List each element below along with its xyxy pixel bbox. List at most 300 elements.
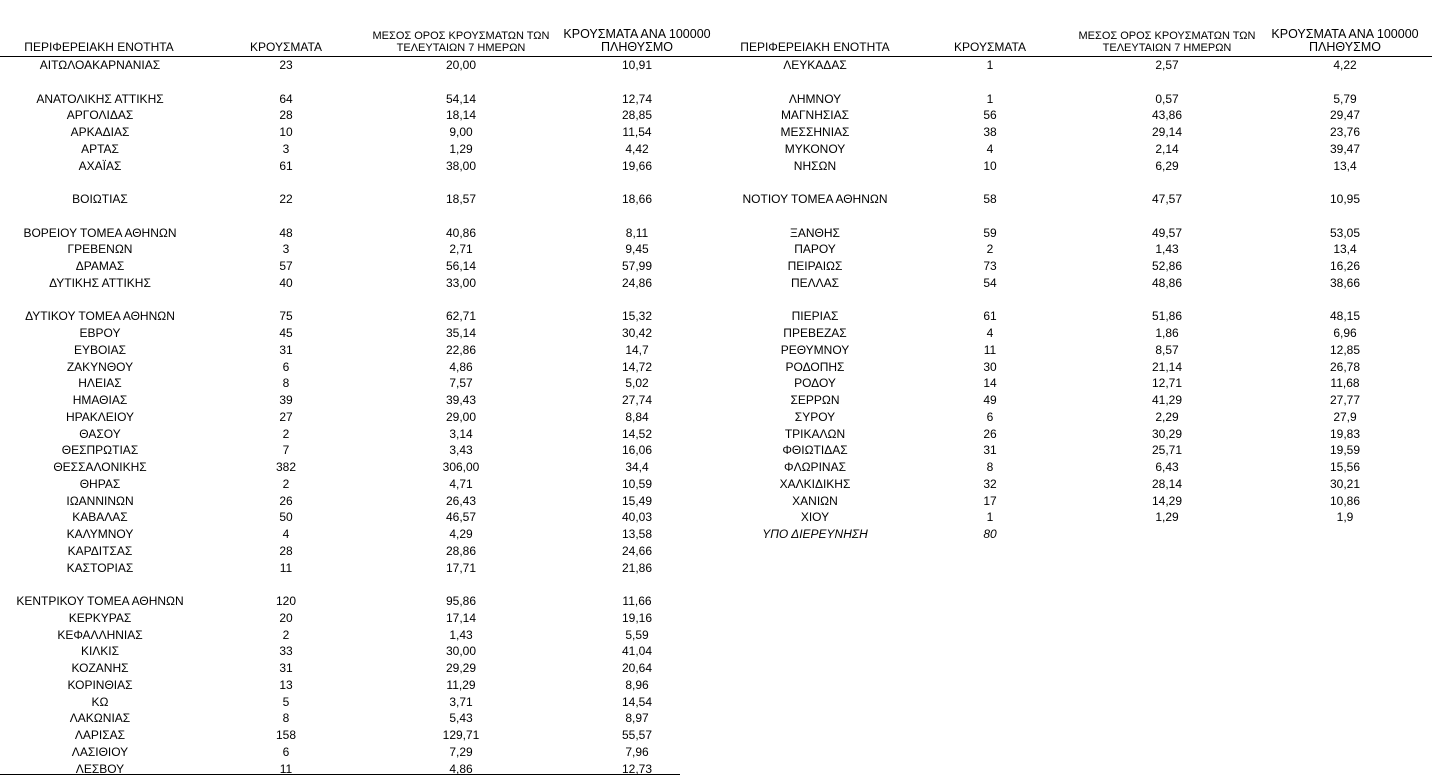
avg7-cell: 129,71 <box>442 728 480 742</box>
table-row <box>0 124 730 141</box>
per100k-cell: 13,4 <box>1333 242 1357 257</box>
per100k-cell: 19,16 <box>621 610 653 625</box>
table-row <box>0 694 730 711</box>
header-per100k-line1: ΚΡΟΥΣΜΑΤΑ ΑΝΑ 100000 <box>1271 27 1419 41</box>
cases-cell: 28 <box>279 543 293 558</box>
per100k-cell: 20,64 <box>621 661 653 675</box>
table-row <box>730 442 1432 459</box>
region-name-cell: ΛΑΡΙΣΑΣ <box>74 728 126 742</box>
region-name-cell: ΠΡΕΒΕΖΑΣ <box>783 326 847 340</box>
region-name-cell: ΛΗΜΝΟΥ <box>788 91 842 106</box>
avg7-cell: 7,29 <box>449 744 473 759</box>
per100k-cell: 10,91 <box>621 58 653 72</box>
table-row <box>730 225 1432 242</box>
header-avg7 <box>366 30 556 54</box>
cases-cell: 64 <box>279 91 293 106</box>
per100k-cell: 18,66 <box>621 192 653 206</box>
header-avg7-line2: ΤΕΛΕΥΤΑΙΩΝ 7 ΗΜΕΡΩΝ <box>1102 42 1232 54</box>
cases-cell: 10 <box>983 158 997 173</box>
per100k-cell: 16,26 <box>1329 259 1361 273</box>
header-cases: ΚΡΟΥΣΜΑΤΑ <box>250 40 322 54</box>
table-row <box>0 610 730 627</box>
table-row <box>0 74 730 91</box>
avg7-cell: 4,71 <box>449 476 473 491</box>
cases-cell: 58 <box>983 192 997 206</box>
avg7-cell: 29,29 <box>445 661 477 675</box>
table-row <box>0 292 730 309</box>
cases-cell: 3 <box>282 141 290 156</box>
cases-cell: 31 <box>279 342 293 357</box>
table-row <box>730 459 1432 476</box>
table-row <box>730 426 1432 443</box>
header-region: ΠΕΡΙΦΕΡΕΙΑΚΗ ΕΝΟΤΗΤΑ <box>740 40 890 54</box>
table-row <box>730 375 1432 392</box>
header-cases: ΚΡΟΥΣΜΑΤΑ <box>954 40 1026 54</box>
region-name-cell: ΧΑΝΙΩΝ <box>792 493 838 508</box>
region-name-cell: ΥΠΟ ΔΙΕΡΕΥΝΗΣΗ <box>762 527 868 541</box>
table-row <box>0 208 730 225</box>
table-row <box>0 710 730 727</box>
region-name-cell: ΡΟΔΟΠΗΣ <box>785 359 845 374</box>
per100k-cell: 8,96 <box>625 677 649 692</box>
table-row <box>730 493 1432 510</box>
cases-cell: 8 <box>282 711 290 726</box>
cases-cell: 2 <box>986 242 994 257</box>
region-name-cell: ΚΑΒΑΛΑΣ <box>72 510 128 525</box>
avg7-cell: 18,14 <box>445 108 477 123</box>
avg7-cell: 54,14 <box>445 91 477 106</box>
per100k-cell: 34,4 <box>625 460 649 474</box>
region-name-cell: ΜΑΓΝΗΣΙΑΣ <box>780 108 850 123</box>
cases-cell: 22 <box>279 192 293 206</box>
per100k-cell: 38,66 <box>1329 275 1361 290</box>
avg7-cell: 14,29 <box>1151 493 1183 508</box>
table-row <box>730 91 1432 108</box>
per100k-cell: 14,7 <box>625 342 649 357</box>
region-name-cell: ΘΗΡΑΣ <box>79 476 121 491</box>
table-row <box>0 158 730 175</box>
avg7-cell: 1,86 <box>1155 326 1179 340</box>
avg7-cell: 3,43 <box>449 443 473 458</box>
table-row <box>730 174 1432 191</box>
per100k-cell: 27,74 <box>621 393 653 407</box>
region-name-cell: ΚΟΡΙΝΘΙΑΣ <box>67 677 133 692</box>
table-row <box>0 275 730 292</box>
region-name-cell: ΗΛΕΙΑΣ <box>78 376 122 391</box>
cases-cell: 6 <box>986 409 994 424</box>
avg7-cell: 38,00 <box>445 158 477 173</box>
cases-cell: 38 <box>983 125 997 139</box>
per100k-cell: 19,59 <box>1329 443 1361 458</box>
cases-cell: 382 <box>275 460 297 474</box>
table-row <box>0 660 730 677</box>
cases-cell: 61 <box>983 309 997 324</box>
cases-cell: 120 <box>275 594 297 608</box>
avg7-cell: 17,14 <box>445 610 477 625</box>
region-name-cell: ΚΕΦΑΛΛΗΝΙΑΣ <box>57 627 143 642</box>
per100k-cell: 41,04 <box>621 644 653 659</box>
avg7-cell: 43,86 <box>1151 108 1183 123</box>
avg7-cell: 12,71 <box>1151 376 1183 391</box>
avg7-cell: 3,14 <box>449 426 473 441</box>
cases-cell: 80 <box>983 527 997 541</box>
avg7-cell: 3,71 <box>449 694 473 709</box>
region-name-cell: ΚΑΡΔΙΤΣΑΣ <box>67 543 133 558</box>
avg7-cell: 30,00 <box>445 644 477 659</box>
region-name-cell: ΘΕΣΣΑΛΟΝΙΚΗΣ <box>53 460 147 474</box>
avg7-cell: 52,86 <box>1151 259 1183 273</box>
header-region: ΠΕΡΙΦΕΡΕΙΑΚΗ ΕΝΟΤΗΤΑ <box>24 40 174 54</box>
avg7-cell: 306,00 <box>442 460 480 474</box>
per100k-cell: 4,42 <box>625 141 649 156</box>
header-per100k-line2: ΠΛΗΘΥΣΜΟ <box>601 40 673 54</box>
header-per100k <box>1260 28 1430 54</box>
region-name-cell: ΚΑΛΥΜΝΟΥ <box>66 527 134 541</box>
table-row <box>0 593 730 610</box>
cases-cell: 4 <box>986 326 994 340</box>
region-name-cell: ΦΛΩΡΙΝΑΣ <box>784 460 846 474</box>
table-row <box>0 509 730 526</box>
region-name-cell: ΦΘΙΩΤΙΔΑΣ <box>782 443 848 458</box>
avg7-cell: 33,00 <box>445 275 477 290</box>
avg7-cell: 18,57 <box>445 192 477 206</box>
table-row <box>0 576 730 593</box>
cases-cell: 40 <box>279 275 293 290</box>
left-table-header <box>0 0 730 57</box>
table-row <box>730 57 1432 74</box>
table-row <box>0 57 730 74</box>
table-row <box>730 308 1432 325</box>
table-row <box>0 459 730 476</box>
per100k-cell: 15,32 <box>621 309 653 324</box>
per100k-cell: 8,97 <box>625 711 649 726</box>
region-name-cell: ΣΕΡΡΩΝ <box>790 393 840 407</box>
cases-cell: 45 <box>279 326 293 340</box>
per100k-cell: 14,72 <box>621 359 653 374</box>
table-row <box>730 325 1432 342</box>
avg7-cell: 30,29 <box>1151 426 1183 441</box>
region-name-cell: ΝΗΣΩΝ <box>793 158 837 173</box>
per100k-cell: 9,45 <box>625 242 649 257</box>
region-name-cell: ΑΝΑΤΟΛΙΚΗΣ ΑΤΤΙΚΗΣ <box>36 91 164 106</box>
cases-cell: 2 <box>282 476 290 491</box>
region-name-cell: ΛΕΥΚΑΔΑΣ <box>783 58 847 72</box>
table-row <box>730 476 1432 493</box>
region-name-cell: ΛΕΣΒΟΥ <box>75 761 125 776</box>
table-row <box>0 442 730 459</box>
region-name-cell: ΘΕΣΠΡΩΤΙΑΣ <box>61 443 139 458</box>
cases-cell: 11 <box>279 761 293 776</box>
region-name-cell: ΛΑΚΩΝΙΑΣ <box>69 711 131 726</box>
table-row <box>0 174 730 191</box>
per100k-cell: 29,47 <box>1329 108 1361 123</box>
cases-cell: 61 <box>279 158 293 173</box>
region-name-cell: ΠΑΡΟΥ <box>794 242 836 257</box>
table-row <box>730 208 1432 225</box>
table-row <box>0 258 730 275</box>
table-row <box>0 543 730 560</box>
table-row <box>0 493 730 510</box>
table-row <box>0 342 730 359</box>
cases-cell: 6 <box>282 744 290 759</box>
region-name-cell: ΛΑΣΙΘΙΟΥ <box>71 744 129 759</box>
per100k-cell: 10,86 <box>1329 493 1361 508</box>
per100k-cell: 28,85 <box>621 108 653 123</box>
per100k-cell: 55,57 <box>621 728 653 742</box>
avg7-cell: 29,14 <box>1151 125 1183 139</box>
cases-cell: 14 <box>983 376 997 391</box>
per100k-cell: 10,59 <box>621 476 653 491</box>
region-name-cell: ΕΒΡΟΥ <box>79 326 121 340</box>
region-name-cell: ΚΕΡΚΥΡΑΣ <box>68 610 132 625</box>
table-row <box>730 74 1432 91</box>
avg7-cell: 21,14 <box>1151 359 1183 374</box>
table-row <box>0 476 730 493</box>
cases-cell: 56 <box>983 108 997 123</box>
table-row <box>730 275 1432 292</box>
avg7-cell: 51,86 <box>1151 309 1183 324</box>
region-name-cell: ΑΡΤΑΣ <box>81 141 119 156</box>
cases-cell: 27 <box>279 409 293 424</box>
per100k-cell: 23,76 <box>1329 125 1361 139</box>
avg7-cell: 29,00 <box>445 409 477 424</box>
region-name-cell: ΤΡΙΚΑΛΩΝ <box>784 426 846 441</box>
table-row <box>730 359 1432 376</box>
cases-cell: 6 <box>282 359 290 374</box>
region-name-cell: ΒΟΙΩΤΙΑΣ <box>72 192 128 206</box>
avg7-cell: 39,43 <box>445 393 477 407</box>
avg7-cell: 48,86 <box>1151 275 1183 290</box>
header-avg7 <box>1072 30 1262 54</box>
per100k-cell: 13,58 <box>621 527 653 541</box>
cases-cell: 10 <box>279 125 293 139</box>
per100k-cell: 53,05 <box>1329 225 1361 240</box>
left-table-body <box>0 57 730 777</box>
per100k-cell: 48,15 <box>1329 309 1361 324</box>
per100k-cell: 16,06 <box>621 443 653 458</box>
region-name-cell: ΓΡΕΒΕΝΩΝ <box>67 242 133 257</box>
table-row <box>0 526 730 543</box>
table-row <box>730 158 1432 175</box>
cases-cell: 57 <box>279 259 293 273</box>
table-row <box>0 141 730 158</box>
right-table-header <box>730 0 1432 57</box>
per100k-cell: 27,9 <box>1333 409 1357 424</box>
cases-cell: 31 <box>279 661 293 675</box>
region-name-cell: ΞΑΝΘΗΣ <box>790 225 840 240</box>
cases-cell: 32 <box>983 476 997 491</box>
avg7-cell: 4,86 <box>449 761 473 776</box>
cases-cell: 26 <box>983 426 997 441</box>
avg7-cell: 2,29 <box>1155 409 1179 424</box>
per100k-cell: 14,52 <box>621 426 653 441</box>
avg7-cell: 0,57 <box>1155 91 1179 106</box>
cases-cell: 33 <box>279 644 293 659</box>
region-name-cell: ΧΑΛΚΙΔΙΚΗΣ <box>779 476 851 491</box>
table-row <box>0 191 730 208</box>
header-per100k-line2: ΠΛΗΘΥΣΜΟ <box>1309 40 1381 54</box>
avg7-cell: 5,43 <box>449 711 473 726</box>
table-row <box>0 91 730 108</box>
cases-cell: 26 <box>279 493 293 508</box>
cases-cell: 11 <box>983 342 997 357</box>
table-row <box>730 141 1432 158</box>
per100k-cell: 27,77 <box>1329 393 1361 407</box>
region-name-cell: ΕΥΒΟΙΑΣ <box>73 342 127 357</box>
per100k-cell: 15,56 <box>1329 460 1361 474</box>
cases-cell: 2 <box>282 426 290 441</box>
cases-cell: 4 <box>986 141 994 156</box>
avg7-cell: 8,57 <box>1155 342 1179 357</box>
table-row <box>730 526 1432 543</box>
region-name-cell: ΑΧΑΪΑΣ <box>78 158 122 173</box>
avg7-cell: 1,43 <box>449 627 473 642</box>
table-row <box>0 727 730 744</box>
header-avg7-line1: ΜΕΣΟΣ ΟΡΟΣ ΚΡΟΥΣΜΑΤΩΝ ΤΩΝ <box>1078 30 1256 42</box>
cases-cell: 48 <box>279 225 293 240</box>
region-name-cell: ΜΕΣΣΗΝΙΑΣ <box>780 125 850 139</box>
avg7-cell: 1,29 <box>449 141 473 156</box>
cases-cell: 8 <box>282 376 290 391</box>
avg7-cell: 7,57 <box>449 376 473 391</box>
cases-cell: 13 <box>279 677 293 692</box>
avg7-cell: 40,86 <box>445 225 477 240</box>
table-bottom-border <box>0 774 680 775</box>
table-row <box>730 342 1432 359</box>
cases-cell: 50 <box>279 510 293 525</box>
per100k-cell: 14,54 <box>621 694 653 709</box>
avg7-cell: 49,57 <box>1151 225 1183 240</box>
region-name-cell: ΠΙΕΡΙΑΣ <box>791 309 839 324</box>
cases-cell: 8 <box>986 460 994 474</box>
avg7-cell: 47,57 <box>1151 192 1183 206</box>
per100k-cell: 26,78 <box>1329 359 1361 374</box>
region-name-cell: ΚΩ <box>91 694 109 709</box>
region-name-cell: ΡΕΘΥΜΝΟΥ <box>780 342 850 357</box>
cases-cell: 23 <box>279 58 293 72</box>
per100k-cell: 57,99 <box>621 259 653 273</box>
per100k-cell: 11,68 <box>1330 376 1360 391</box>
table-row <box>0 225 730 242</box>
per100k-cell: 4,22 <box>1333 58 1357 72</box>
table-row <box>730 241 1432 258</box>
header-avg7-line1: ΜΕΣΟΣ ΟΡΟΣ ΚΡΟΥΣΜΑΤΩΝ ΤΩΝ <box>372 30 550 42</box>
region-name-cell: ΑΡΚΑΔΙΑΣ <box>70 125 130 139</box>
region-name-cell: ΠΕΙΡΑΙΩΣ <box>787 259 843 273</box>
cases-cell: 49 <box>983 393 997 407</box>
cases-cell: 31 <box>983 443 997 458</box>
header-avg7-line2: ΤΕΛΕΥΤΑΙΩΝ 7 ΗΜΕΡΩΝ <box>396 42 526 54</box>
cases-cell: 75 <box>279 309 293 324</box>
per100k-cell: 39,47 <box>1329 141 1361 156</box>
avg7-cell: 20,00 <box>445 58 477 72</box>
avg7-cell: 41,29 <box>1151 393 1183 407</box>
per100k-cell: 21,86 <box>621 560 653 575</box>
table-row <box>0 426 730 443</box>
table-row <box>0 677 730 694</box>
avg7-cell: 4,86 <box>449 359 473 374</box>
region-name-cell: ΚΟΖΑΝΗΣ <box>71 661 129 675</box>
per100k-cell: 10,95 <box>1329 192 1361 206</box>
cases-cell: 59 <box>983 225 997 240</box>
region-name-cell: ΠΕΛΛΑΣ <box>790 275 840 290</box>
region-name-cell: ΚΕΝΤΡΙΚΟΥ ΤΟΜΕΑ ΑΘΗΝΩΝ <box>16 594 184 608</box>
table-row <box>730 124 1432 141</box>
region-name-cell: ΔΥΤΙΚΗΣ ΑΤΤΙΚΗΣ <box>49 275 151 290</box>
per100k-cell: 5,59 <box>625 627 649 642</box>
avg7-cell: 4,29 <box>449 527 473 541</box>
region-name-cell: ΖΑΚΥΝΘΟΥ <box>66 359 134 374</box>
region-name-cell: ΚΑΣΤΟΡΙΑΣ <box>66 560 134 575</box>
region-name-cell: ΗΜΑΘΙΑΣ <box>72 393 128 407</box>
region-name-cell: ΜΥΚΟΝΟΥ <box>784 141 846 156</box>
region-name-cell: ΗΡΑΚΛΕΙΟΥ <box>65 409 135 424</box>
cases-cell: 73 <box>983 259 997 273</box>
header-per100k-line1: ΚΡΟΥΣΜΑΤΑ ΑΝΑ 100000 <box>563 27 711 41</box>
table-row <box>0 560 730 577</box>
per100k-cell: 24,86 <box>621 275 653 290</box>
per100k-cell: 8,84 <box>625 409 649 424</box>
region-name-cell: ΡΟΔΟΥ <box>794 376 836 391</box>
table-row <box>0 409 730 426</box>
right-table-body <box>730 57 1432 543</box>
table-row <box>0 308 730 325</box>
avg7-cell: 2,57 <box>1155 58 1179 72</box>
cases-cell: 3 <box>282 242 290 257</box>
avg7-cell: 95,86 <box>445 594 477 608</box>
cases-cell: 11 <box>279 560 293 575</box>
table-row <box>0 627 730 644</box>
per100k-cell: 7,96 <box>625 744 649 759</box>
cases-cell: 30 <box>983 359 997 374</box>
per100k-cell: 1,9 <box>1336 510 1354 525</box>
avg7-cell: 6,29 <box>1155 158 1179 173</box>
region-name-cell: ΧΙΟΥ <box>800 510 830 525</box>
region-name-cell: ΣΥΡΟΥ <box>794 409 836 424</box>
cases-cell: 7 <box>282 443 290 458</box>
avg7-cell: 35,14 <box>445 326 477 340</box>
avg7-cell: 9,00 <box>449 125 473 139</box>
per100k-cell: 11,54 <box>622 125 652 139</box>
table-row <box>0 744 730 761</box>
per100k-cell: 24,66 <box>621 543 653 558</box>
table-row <box>730 509 1432 526</box>
table-row <box>0 359 730 376</box>
per100k-cell: 12,85 <box>1329 342 1361 357</box>
avg7-cell: 2,71 <box>449 242 473 257</box>
table-row <box>730 107 1432 124</box>
per100k-cell: 19,66 <box>621 158 653 173</box>
region-name-cell: ΒΟΡΕΙΟΥ ΤΟΜΕΑ ΑΘΗΝΩΝ <box>23 225 177 240</box>
table-row <box>730 191 1432 208</box>
table-row <box>0 325 730 342</box>
avg7-cell: 28,86 <box>445 543 477 558</box>
region-name-cell: ΚΙΛΚΙΣ <box>80 644 120 659</box>
region-name-cell: ΘΑΣΟΥ <box>79 426 121 441</box>
per100k-cell: 19,83 <box>1329 426 1361 441</box>
cases-cell: 28 <box>279 108 293 123</box>
avg7-cell: 1,29 <box>1155 510 1179 525</box>
avg7-cell: 11,29 <box>446 677 476 692</box>
avg7-cell: 56,14 <box>445 259 477 273</box>
per100k-cell: 13,4 <box>1333 158 1357 173</box>
table-row <box>0 241 730 258</box>
avg7-cell: 22,86 <box>445 342 477 357</box>
cases-cell: 17 <box>983 493 997 508</box>
cases-cell: 158 <box>275 728 297 742</box>
per100k-cell: 8,11 <box>625 225 649 240</box>
cases-cell: 39 <box>279 393 293 407</box>
